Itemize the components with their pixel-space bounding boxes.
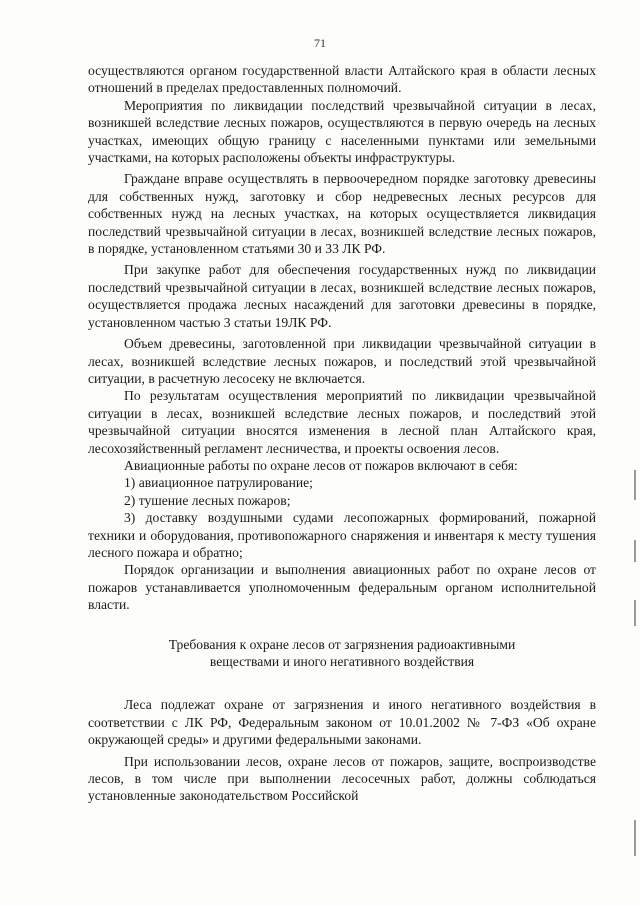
paragraph-forest-use: При использовании лесов, охране лесов от пожаров, защите, воспроизводстве лесов, в том числе при выполнении лесосечных работ, должны соблюдаться установленные законодательством Российской xyxy=(88,753,596,804)
paragraph-continuation: осуществляются органом государственной власти Алтайского края в области лесных отношений в пределах предоставленных полномочий. xyxy=(88,63,596,96)
section-heading-line-1: Требования к охране лесов от загрязнения радиоактивными xyxy=(168,636,516,652)
page-number: 71 xyxy=(314,36,326,50)
paragraph-elimination-priority: Мероприятия по ликвидации последствий чрезвычайной ситуации в лесах, возникшей вследствие лесных пожаров, осуществляются в первую очередь на лесных участках, имеющих общую границу с населенными пунктами или земельными участками, на которых расположены объекты инфраструктуры. xyxy=(88,97,596,166)
scan-edge-mark xyxy=(634,600,636,626)
scan-edge-mark xyxy=(634,540,636,562)
section-heading-line-2: веществами и иного негативного воздействия xyxy=(209,654,475,669)
list-item-delivery: 3) доставку воздушными судами лесопожарных формирований, пожарной техники и оборудования, противопожарного снаряжения и инвентаря к месту тушения лесного пожара и обратно; xyxy=(88,510,596,560)
paragraph-protection-law: Леса подлежат охране от загрязнения и иного негативного воздействия в соответствии с ЛК РФ, Федеральным законом от 10.01.2002 № 7-ФЗ «Об охране окружающей среды» и другими федеральными законами. xyxy=(88,697,596,748)
list-item-firefighting: 2) тушение лесных пожаров; xyxy=(124,492,291,508)
scan-edge-mark xyxy=(634,820,636,856)
paragraph-procurement: При закупке работ для обеспечения государственных нужд по ликвидации последствий чрезвычайной ситуации в лесах, возникшей вследствие лесных пожаров, осуществляется продажа лесных насаждений для заготовки древесины в порядке, установленном частью 3 статьи 19ЛК РФ. xyxy=(88,262,596,330)
document-body xyxy=(88,62,596,805)
paragraph-citizens-rights: Граждане вправе осуществлять в первоочередном порядке заготовку древесины для собственных нужд, заготовку и сбор недревесных лесных ресурсов для собственных нужд на лесных участках, на которых осуществляется ликвидация последствий чрезвычайной ситуации в лесах, возникшей вследствие лесных пожаров, в порядке, установленном статьями 30 и 33 ЛК РФ. xyxy=(88,171,596,257)
section-heading xyxy=(88,636,596,671)
list-item-patrol: 1) авиационное патрулирование; xyxy=(124,475,313,491)
paragraph-wood-volume: Объем древесины, заготовленной при ликвидации чрезвычайной ситуации в лесах, возникшей вследствие лесных пожаров, и последствий этой чрезвычайной ситуации, в расчетную лесосеку не включается. xyxy=(88,336,596,386)
paragraph-aviation-intro: Авиационные работы по охране лесов от пожаров включают в себя: xyxy=(124,457,518,473)
paragraph-plan-changes: По результатам осуществления мероприятий по ликвидации чрезвычайной ситуации в лесах, возникшей вследствие лесных пожаров, и последствий этой чрезвычайной ситуации вносятся изменения в лесной план Алтайского края, лесохозяйственный регламент лесничества, и проекты освоения лесов. xyxy=(88,388,596,456)
scan-edge-mark xyxy=(634,470,636,500)
paragraph-aviation-order: Порядок организации и выполнения авиационных работ по охране лесов от пожаров устанавливается уполномоченным федеральным органом исполнительной власти. xyxy=(88,562,596,613)
